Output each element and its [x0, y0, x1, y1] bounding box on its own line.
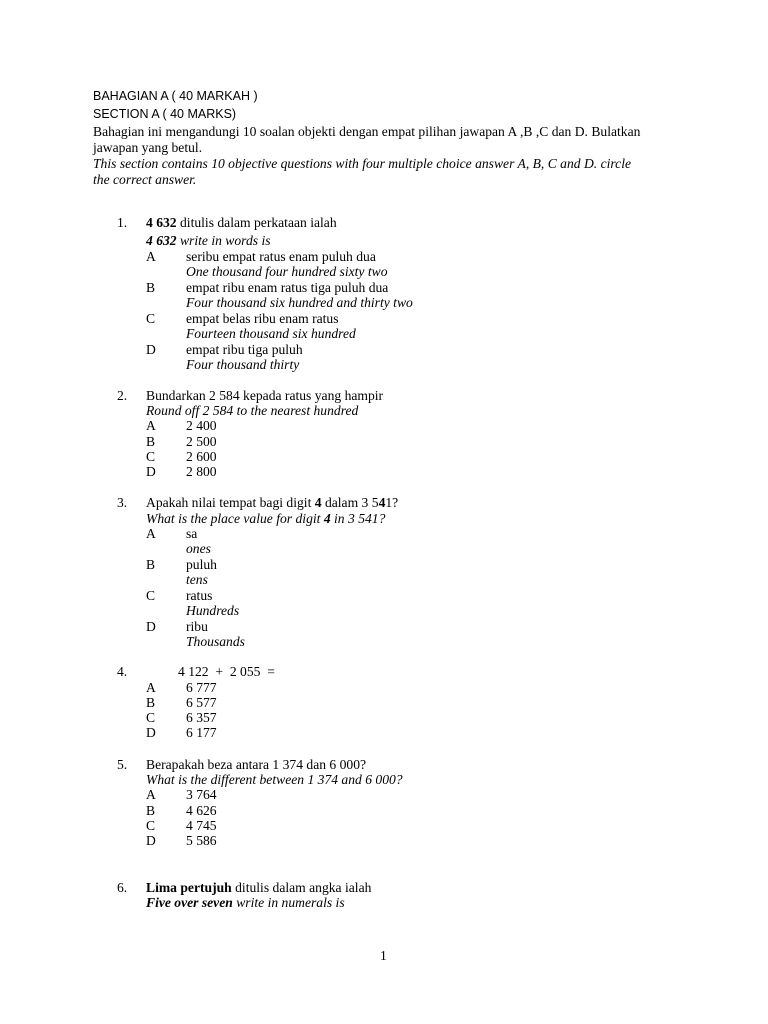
question-text-en	[146, 511, 385, 527]
option-text-bm: puluh	[186, 557, 217, 572]
question-emphasis: Lima pertujuh	[146, 880, 232, 895]
instructions-bm-line2: jawapan yang betul.	[93, 140, 203, 155]
option-text-bm: seribu empat ratus enam puluh dua	[186, 249, 376, 264]
option-letter: C	[146, 818, 156, 833]
question-text: write in words is	[176, 233, 271, 248]
question-text-en	[146, 233, 271, 249]
question-text-en: Round off 2 584 to the nearest hundred	[146, 403, 359, 418]
option-letter: B	[146, 280, 156, 295]
option-text-en: Thousands	[186, 634, 245, 649]
question-number: 4.	[117, 664, 128, 679]
option-text-en: One thousand four hundred sixty two	[186, 264, 388, 279]
question-text: in 3 541?	[330, 511, 386, 526]
question-number: 2.	[117, 388, 128, 403]
question-expression: 4 122 + 2 055 =	[178, 664, 275, 679]
option-letter: D	[146, 464, 156, 479]
option-letter: D	[146, 725, 156, 740]
option-text-bm: empat ribu enam ratus tiga puluh dua	[186, 280, 389, 295]
option-letter: A	[146, 526, 156, 541]
option-value: 6 777	[186, 680, 217, 695]
question-number: 5.	[117, 757, 128, 772]
option-text-en: Four thousand six hundred and thirty two	[186, 295, 413, 310]
option-value: 2 800	[186, 464, 217, 479]
question-text: ditulis dalam angka ialah	[231, 880, 372, 895]
option-text-en: tens	[186, 572, 208, 587]
option-letter: C	[146, 311, 156, 326]
option-text-bm: ratus	[186, 588, 213, 603]
option-letter: A	[146, 418, 156, 433]
option-value: 6 577	[186, 695, 217, 710]
option-text-en: ones	[186, 541, 211, 556]
option-letter: B	[146, 557, 156, 572]
question-number: 6.	[117, 880, 128, 895]
question-text-en: What is the different between 1 374 and 6 000?	[146, 772, 403, 787]
question-text: What is the place value for digit	[146, 511, 324, 526]
section-heading-bm: BAHAGIAN A ( 40 MARKAH )	[93, 89, 258, 103]
option-text-bm: empat ribu tiga puluh	[186, 342, 303, 357]
option-value: 6 357	[186, 710, 217, 725]
option-value: 3 764	[186, 787, 217, 802]
question-text: Apakah nilai tempat bagi digit	[146, 495, 315, 510]
option-letter: B	[146, 434, 156, 449]
instructions-en-line1: This section contains 10 objective questions with four multiple choice answer A, B, C and D. circle	[93, 156, 632, 171]
instructions-bm-line1: Bahagian ini mengandungi 10 soalan objekti dengan empat pilihan jawapan A ,B ,C dan D. Bulatkan	[93, 124, 641, 139]
question-emphasis: 4 632	[146, 233, 177, 248]
option-letter: B	[146, 695, 156, 710]
option-letter: A	[146, 680, 156, 695]
option-text-en: Fourteen thousand six hundred	[186, 326, 356, 341]
question-emphasis: Five over seven	[146, 895, 233, 910]
option-value: 6 177	[186, 725, 217, 740]
question-text-bm: Berapakah beza antara 1 374 dan 6 000?	[146, 757, 367, 772]
question-text-en	[146, 895, 345, 911]
page-number: 1	[380, 948, 387, 963]
option-letter: D	[146, 833, 156, 848]
question-number: 1.	[117, 215, 128, 230]
question-text-bm	[146, 880, 371, 896]
option-value: 4 745	[186, 818, 217, 833]
question-emphasis: 4 632	[146, 215, 177, 230]
question-emphasis: 4	[378, 495, 386, 510]
question-text: dalam 3 5	[321, 495, 379, 510]
question-text-bm: Bundarkan 2 584 kepada ratus yang hampir	[146, 388, 384, 403]
question-text: ditulis dalam perkataan ialah	[176, 215, 337, 230]
option-letter: B	[146, 803, 156, 818]
option-text-en: Four thousand thirty	[186, 357, 300, 372]
option-value: 2 600	[186, 449, 217, 464]
option-value: 2 500	[186, 434, 217, 449]
option-letter: D	[146, 619, 156, 634]
option-text-en: Hundreds	[186, 603, 240, 618]
question-text-bm	[146, 215, 337, 231]
question-text: 1?	[385, 495, 399, 510]
option-letter: A	[146, 249, 156, 264]
option-letter: C	[146, 588, 156, 603]
option-text-bm: ribu	[186, 619, 208, 634]
option-letter: C	[146, 449, 156, 464]
option-text-bm: sa	[186, 526, 198, 541]
option-value: 4 626	[186, 803, 217, 818]
option-value: 5 586	[186, 833, 217, 848]
instructions-en-line2: the correct answer.	[93, 172, 197, 187]
question-emphasis: 4	[314, 495, 322, 510]
option-value: 2 400	[186, 418, 217, 433]
question-number: 3.	[117, 495, 128, 510]
question-emphasis: 4	[323, 511, 331, 526]
option-letter: D	[146, 342, 156, 357]
option-letter: C	[146, 710, 156, 725]
section-heading-en: SECTION A ( 40 MARKS)	[93, 107, 237, 121]
question-text: write in numerals is	[232, 895, 345, 910]
option-letter: A	[146, 787, 156, 802]
option-text-bm: empat belas ribu enam ratus	[186, 311, 339, 326]
question-text-bm	[146, 495, 398, 511]
